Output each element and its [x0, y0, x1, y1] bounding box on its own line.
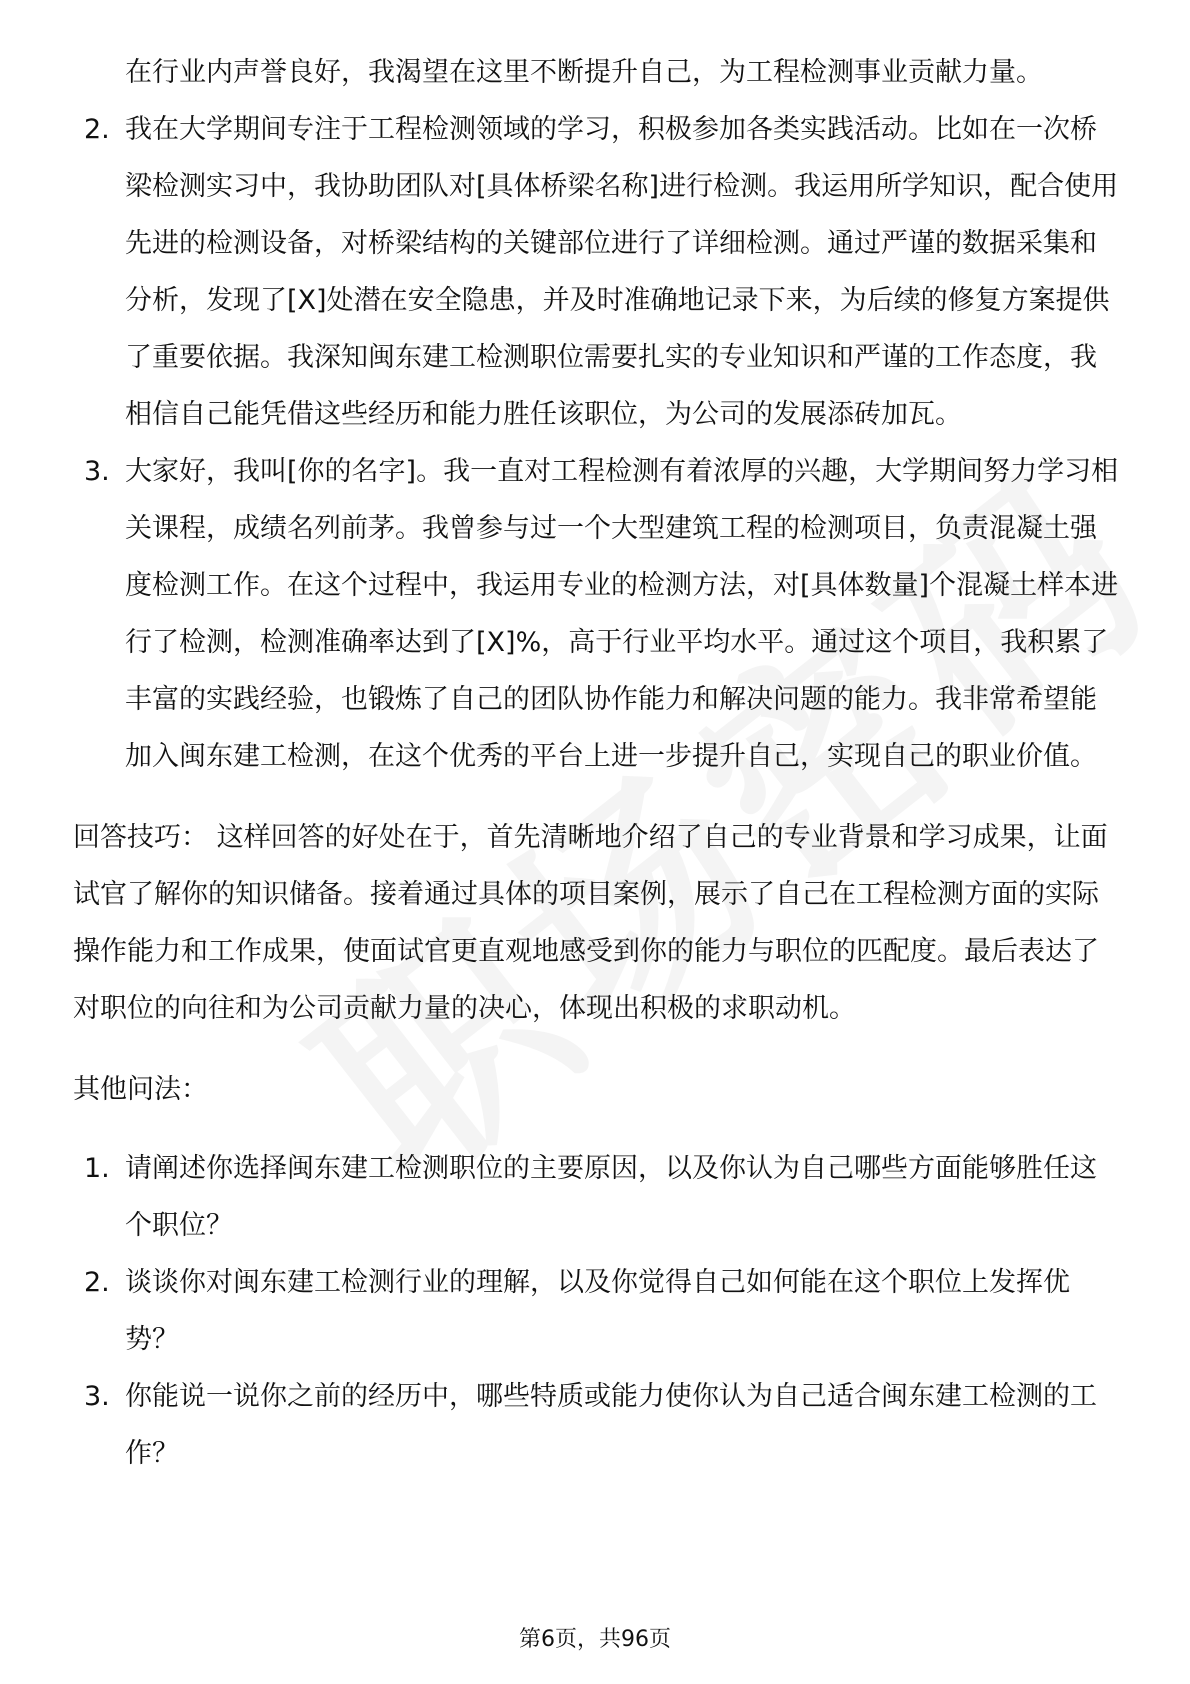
question-number: 2. — [84, 1267, 110, 1298]
answer-text: 大家好，我叫[你的名字]。我一直对工程检测有着浓厚的兴趣，大学期间努力学习相关课程，成绩名列前茅。我曾参与过一个大型建筑工程的检测项目，负责混凝土强度检测工作。在这个过程中，我运用专业的检测方法，对[具体数量]个混凝土样本进行了检测，检测准确率达到了[X]%，高于行业平均水平。通过这个项目，我积累了丰富的实践经验，也锻炼了自己的团队协作能力和解决问题的能力。我非常希望能加入闽东建工检测，在这个优秀的平台上进一步提升自己，实现自己的职业价值。 — [125, 456, 1119, 772]
answer-tips: 回答技巧： 这样回答的好处在于，首先清晰地介绍了自己的专业背景和学习成果，让面试官了解你的知识储备。接着通过具体的项目案例，展示了自己在工程检测方面的实际操作能力和工作成果，使面试官更直观地感受到你的能力与职位的匹配度。最后表达了对职位的向往和为公司贡献力量的决心，体现出积极的求职动机。 — [73, 822, 1108, 1024]
other-questions-heading: 其他问法： — [73, 1074, 208, 1105]
question-text: 谈谈你对闽东建工检测行业的理解，以及你觉得自己如何能在这个职位上发挥优势？ — [125, 1267, 1070, 1355]
other-question-item — [73, 1368, 1123, 1482]
intro-continuation: 在行业内声誉良好，我渴望在这里不断提升自己，为工程检测事业贡献力量。 — [125, 57, 1043, 88]
page-footer: 第6页，共96页 — [519, 1627, 671, 1652]
answer-list — [73, 101, 1123, 785]
other-question-item — [73, 1140, 1123, 1254]
other-questions-list — [73, 1140, 1123, 1482]
other-question-item — [73, 1254, 1123, 1368]
question-text: 你能说一说你之前的经历中，哪些特质或能力使你认为自己适合闽东建工检测的工作？ — [125, 1381, 1097, 1469]
question-number: 3. — [84, 1381, 110, 1412]
document-page — [73, 44, 1123, 1482]
question-text: 请阐述你选择闽东建工检测职位的主要原因，以及你认为自己哪些方面能够胜任这个职位？ — [125, 1153, 1097, 1241]
answer-number: 3. — [84, 456, 110, 487]
question-number: 1. — [84, 1153, 110, 1184]
answer-item-3 — [73, 443, 1123, 785]
answer-item-2 — [73, 101, 1123, 443]
answer-number: 2. — [84, 114, 110, 145]
answer-text: 我在大学期间专注于工程检测领域的学习，积极参加各类实践活动。比如在一次桥梁检测实习中，我协助团队对[具体桥梁名称]进行检测。我运用所学知识，配合使用先进的检测设备，对桥梁结构的关键部位进行了详细检测。通过严谨的数据采集和分析，发现了[X]处潜在安全隐患，并及时准确地记录下来，为后续的修复方案提供了重要依据。我深知闽东建工检测职位需要扎实的专业知识和严谨的工作态度，我相信自己能凭借这些经历和能力胜任该职位，为公司的发展添砖加瓦。 — [125, 114, 1119, 430]
